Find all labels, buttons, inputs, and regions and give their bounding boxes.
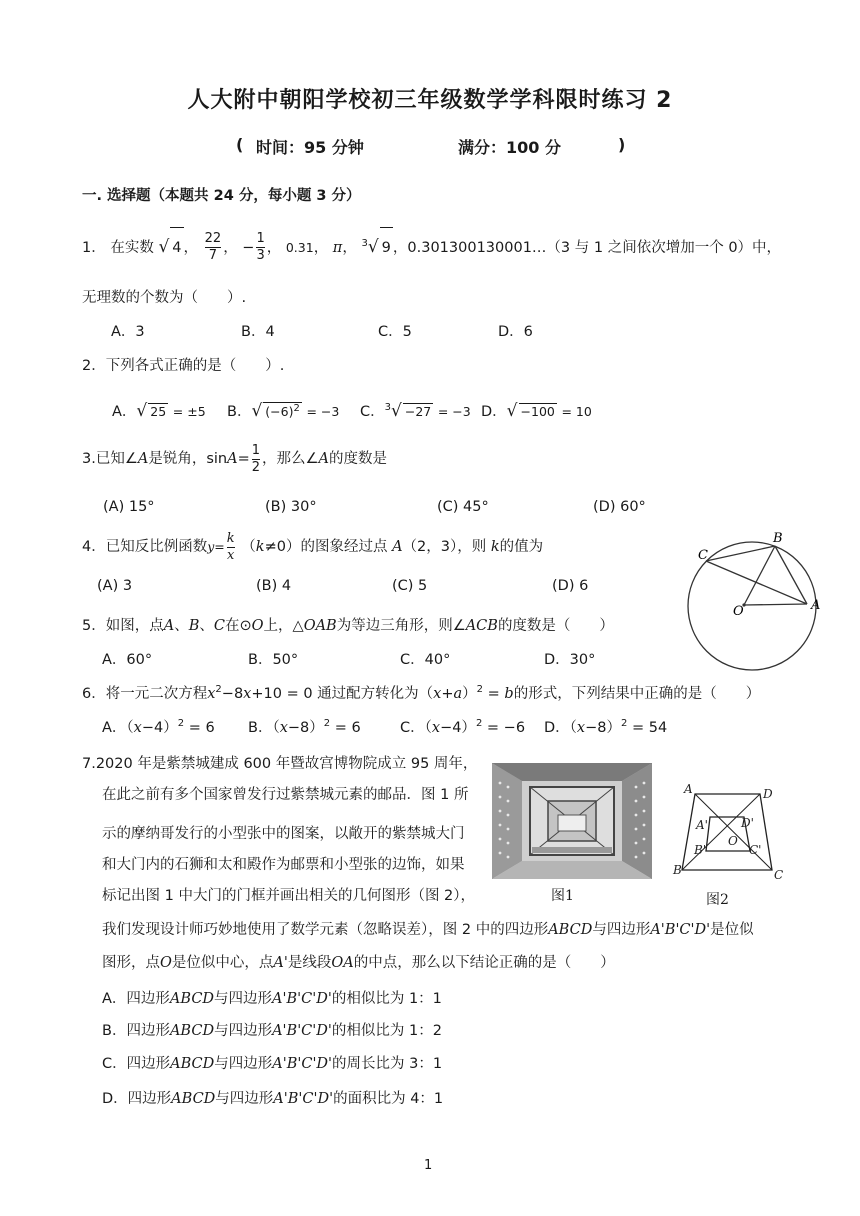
option-d[interactable]: (D) 6 xyxy=(552,578,589,594)
option-d[interactable]: D．√ −100 = 10 xyxy=(481,401,592,421)
option-a[interactable]: A．√ 25 = ±5 xyxy=(112,401,206,421)
subtitle-score: 满分：100 分 xyxy=(458,138,561,157)
option-d[interactable]: D．6 xyxy=(498,324,533,340)
page-number: 1 xyxy=(424,1158,433,1173)
question-2: 2．下列各式正确的是（ ）. xyxy=(82,358,285,374)
question-7-line6: 我们发现设计师巧妙地使用了数学元素（忽略误差），图 2 中的四边形ABCD与四边形A'B'C'D'是位似 xyxy=(102,922,754,938)
option-b[interactable]: B．50° xyxy=(248,652,299,668)
subtitle-time: 时间：95 分钟 xyxy=(256,138,364,157)
option-d[interactable]: D．四边形ABCD与四边形A'B'C'D'的面积比为 4：1 xyxy=(102,1091,444,1107)
sqrt-radicand: 4 xyxy=(170,227,183,268)
question-3: 3.已知∠A是锐角，sinA= $\frac{1}{2}$ ，那么∠A的度数是 xyxy=(82,442,388,475)
label-c-prime: C' xyxy=(749,843,762,857)
figure-1-caption: 图1 xyxy=(551,888,574,904)
subtitle-close: ) xyxy=(618,135,626,154)
option-d[interactable]: D．$(x-8)^2 = 54$ xyxy=(544,718,668,736)
option-d[interactable]: D．30° xyxy=(544,652,596,668)
option-c[interactable]: C．$(x-4)^2 = -6$ xyxy=(400,718,526,736)
gate-photo xyxy=(492,763,652,879)
option-b[interactable]: B．4 xyxy=(241,324,275,340)
section-heading: 一. 选择题（本题共 24 分，每小题 3 分） xyxy=(82,188,361,204)
label-a: A xyxy=(811,598,821,613)
option-c[interactable]: C．5 xyxy=(378,324,412,340)
subtitle-open: ( xyxy=(236,135,244,154)
option-a[interactable]: A．3 xyxy=(111,324,145,340)
option-b[interactable]: (B) 4 xyxy=(256,578,292,594)
question-7-line3: 示的摩纳哥发行的小型张中的图案，以敞开的紫禁城大门 xyxy=(102,826,465,842)
question-1-line2: 无理数的个数为（ ）. xyxy=(82,290,247,306)
label-b: B xyxy=(773,531,783,546)
number-value: 0.31 xyxy=(285,239,314,255)
option-b[interactable]: B．四边形ABCD与四边形A'B'C'D'的相似比为 1：2 xyxy=(102,1023,442,1039)
question-text: ，0.301300130001…（3 与 1 之间依次增加一个 0）中， xyxy=(392,239,782,256)
question-7-line5: 标记出图 1 中大门的门框并画出相关的几何图形（图 2）， xyxy=(102,888,476,904)
option-b[interactable]: (B) 30° xyxy=(265,499,317,515)
page-title: 人大附中朝阳学校初三年级数学学科限时练习 2 xyxy=(187,88,673,113)
question-7-line1: 7.2020 年是紫禁城建成 600 年暨故宫博物院成立 95 周年， xyxy=(82,756,478,772)
question-4: 4．已知反比例函数y= $\frac{k}{x}$ （k≠0）的图象经过点 A（2，3），则 k的值为 xyxy=(82,530,544,563)
label-o: O xyxy=(733,604,744,619)
question-5: 5．如图，点A、B、C在⊙O上，△OAB为等边三角形，则∠ACB的度数是（ ） xyxy=(82,618,614,634)
question-7-line4: 和大门内的石狮和太和殿作为邮票和小型张的边饰，如果 xyxy=(102,857,465,873)
label-d-prime: D' xyxy=(741,816,754,830)
question-1: 1． 在实数 √ 4 ， $\frac{22}{7}$ ， − $\frac{1}{3}$ ， 0.31， π， $^3$√ 9 ，0.301300130001…（3 与 1 之间依次增加一个 0）中， xyxy=(82,224,781,268)
option-a[interactable]: A．60° xyxy=(102,652,153,668)
option-c[interactable]: (C) 5 xyxy=(392,578,428,594)
option-c[interactable]: C．四边形ABCD与四边形A'B'C'D'的周长比为 3：1 xyxy=(102,1056,443,1072)
label-c: C xyxy=(698,548,708,563)
question-7-line7: 图形，点O是位似中心，点A'是线段OA的中点，那么以下结论正确的是（ ） xyxy=(102,955,615,971)
question-number: 1． xyxy=(82,239,106,256)
cbrt-radicand: 9 xyxy=(380,227,393,268)
label-b: B xyxy=(673,863,682,877)
fraction: $\frac{1}{3}$ xyxy=(256,231,265,264)
label-b-prime: B' xyxy=(694,843,707,857)
label-d: D xyxy=(763,787,773,801)
option-a[interactable]: (A) 15° xyxy=(103,499,155,515)
option-b[interactable]: B．√ $(-6)^2 = -3$ xyxy=(227,401,340,421)
option-c[interactable]: C．$^3$√ −27 = −3 xyxy=(360,401,471,421)
question-7-line2: 在此之前有多个国家曾发行过紫禁城元素的邮品．图 1 所 xyxy=(102,787,469,803)
label-o: O xyxy=(728,834,738,848)
circle-figure xyxy=(680,530,830,675)
option-a[interactable]: A．四边形ABCD与四边形A'B'C'D'的相似比为 1：1 xyxy=(102,991,442,1007)
fraction: $\frac{22}{7}$ xyxy=(204,231,222,264)
option-a[interactable]: A．$(x-4)^2 = 6$ xyxy=(102,718,215,736)
option-d[interactable]: (D) 60° xyxy=(593,499,646,515)
option-c[interactable]: C．40° xyxy=(400,652,451,668)
label-c: C xyxy=(774,868,784,882)
question-6: 6．将一元二次方程$x^2-8x+10 = 0$ 通过配方转化为$(x+a)^2 = b$的形式，下列结果中正确的是（ ） xyxy=(82,684,761,702)
homothety-figure xyxy=(672,780,792,890)
label-a-prime: A' xyxy=(696,818,708,832)
figure-2-caption: 图2 xyxy=(706,892,729,908)
option-b[interactable]: B．$(x-8)^2 = 6$ xyxy=(248,718,361,736)
question-text: 在实数 xyxy=(110,239,154,256)
option-c[interactable]: (C) 45° xyxy=(437,499,489,515)
pi-symbol: π xyxy=(332,239,343,256)
label-a: A xyxy=(684,782,693,796)
option-a[interactable]: (A) 3 xyxy=(97,578,133,594)
